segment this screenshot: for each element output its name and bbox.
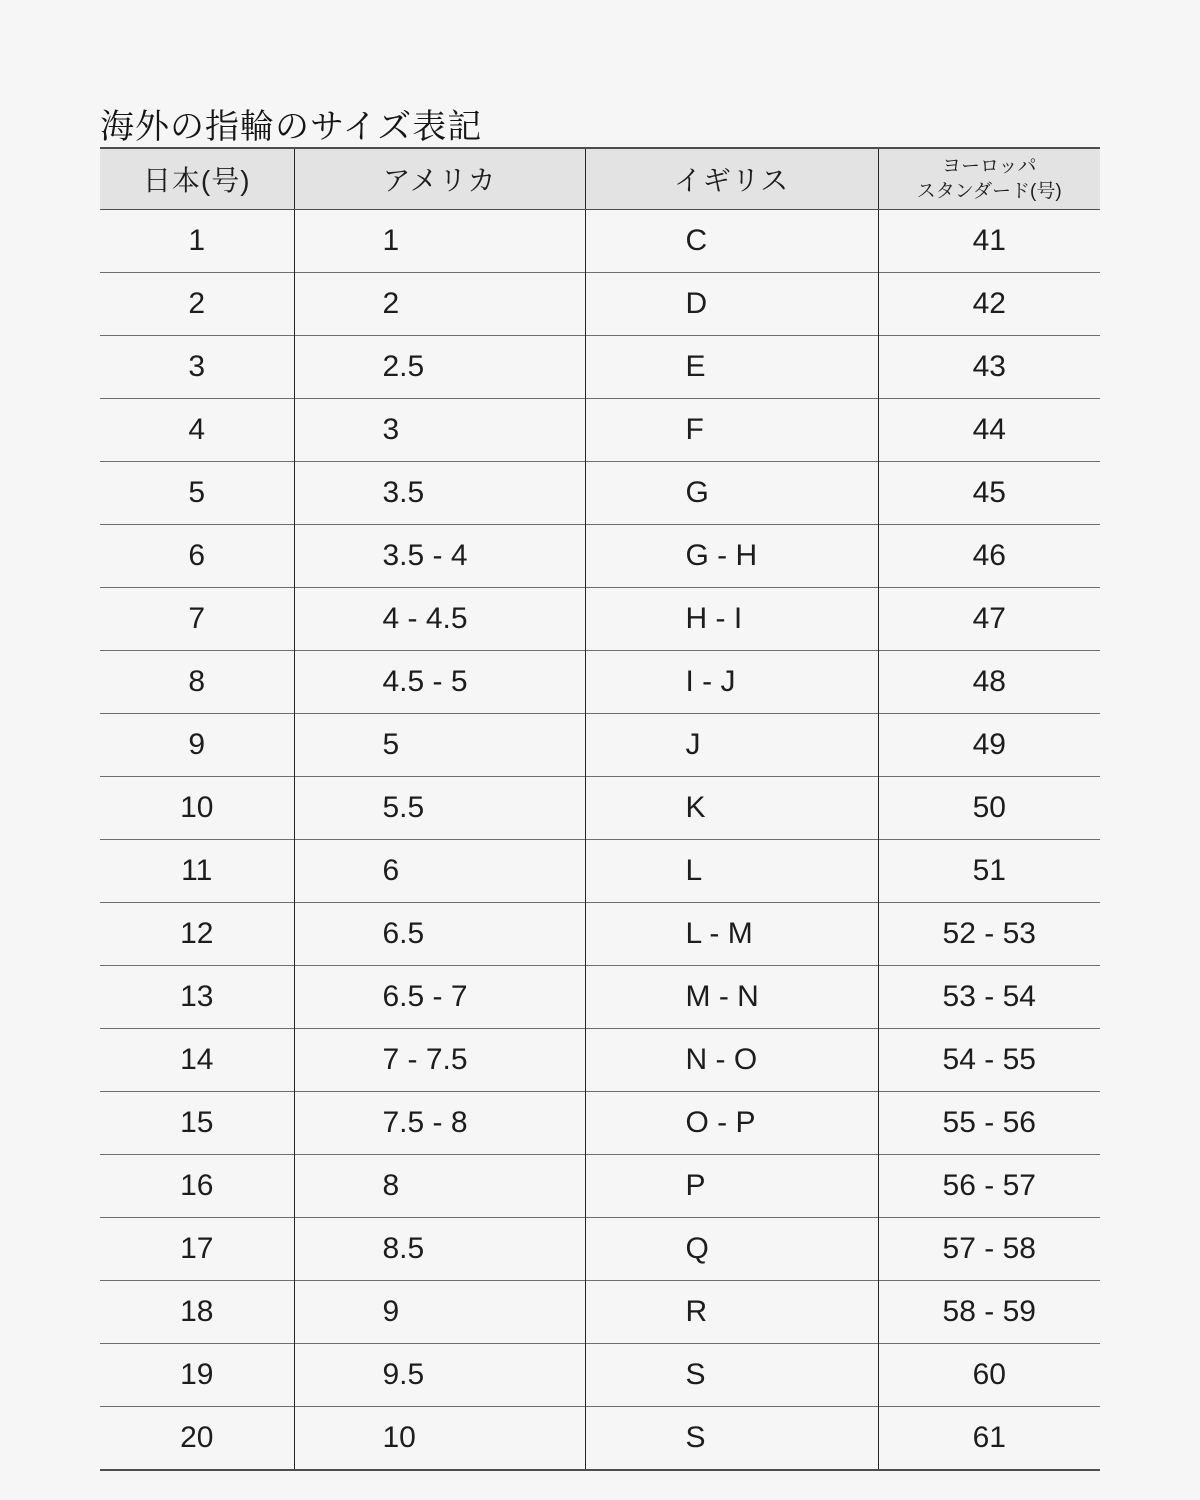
cell-uk: E xyxy=(585,336,878,399)
cell-uk: L - M xyxy=(585,903,878,966)
table-row xyxy=(100,462,1100,525)
cell-uk: G xyxy=(585,462,878,525)
cell-america: 6.5 xyxy=(294,903,585,966)
cell-america: 4 - 4.5 xyxy=(294,588,585,651)
cell-japan: 11 xyxy=(100,840,294,903)
cell-japan: 1 xyxy=(100,210,294,273)
cell-europe: 57 - 58 xyxy=(878,1218,1100,1281)
cell-uk: O - P xyxy=(585,1092,878,1155)
header-europe-line1: ヨーロッパ xyxy=(941,156,1037,177)
table-row xyxy=(100,966,1100,1029)
cell-uk: S xyxy=(585,1407,878,1471)
cell-europe: 42 xyxy=(878,273,1100,336)
cell-japan: 9 xyxy=(100,714,294,777)
cell-america: 2.5 xyxy=(294,336,585,399)
cell-europe: 46 xyxy=(878,525,1100,588)
cell-uk: D xyxy=(585,273,878,336)
cell-japan: 17 xyxy=(100,1218,294,1281)
table-row xyxy=(100,210,1100,273)
cell-america: 5 xyxy=(294,714,585,777)
cell-uk: M - N xyxy=(585,966,878,1029)
cell-europe: 49 xyxy=(878,714,1100,777)
cell-japan: 5 xyxy=(100,462,294,525)
cell-europe: 53 - 54 xyxy=(878,966,1100,1029)
cell-uk: I - J xyxy=(585,651,878,714)
cell-europe: 55 - 56 xyxy=(878,1092,1100,1155)
cell-europe: 47 xyxy=(878,588,1100,651)
cell-uk: F xyxy=(585,399,878,462)
cell-europe: 41 xyxy=(878,210,1100,273)
cell-uk: R xyxy=(585,1281,878,1344)
cell-europe: 58 - 59 xyxy=(878,1281,1100,1344)
cell-uk: Q xyxy=(585,1218,878,1281)
page-title: 海外の指輪のサイズ表記 xyxy=(100,107,483,146)
cell-europe: 43 xyxy=(878,336,1100,399)
cell-europe: 51 xyxy=(878,840,1100,903)
cell-europe: 45 xyxy=(878,462,1100,525)
cell-america: 3.5 xyxy=(294,462,585,525)
cell-uk: K xyxy=(585,777,878,840)
table-row xyxy=(100,1218,1100,1281)
cell-europe: 54 - 55 xyxy=(878,1029,1100,1092)
cell-japan: 15 xyxy=(100,1092,294,1155)
cell-japan: 7 xyxy=(100,588,294,651)
cell-japan: 4 xyxy=(100,399,294,462)
cell-japan: 19 xyxy=(100,1344,294,1407)
cell-uk: S xyxy=(585,1344,878,1407)
table-row xyxy=(100,1281,1100,1344)
cell-america: 7 - 7.5 xyxy=(294,1029,585,1092)
header-america: アメリカ xyxy=(294,148,585,210)
table-row xyxy=(100,1344,1100,1407)
header-europe-line2: スタンダード(号) xyxy=(916,181,1062,202)
cell-japan: 8 xyxy=(100,651,294,714)
cell-europe: 61 xyxy=(878,1407,1100,1471)
cell-america: 8.5 xyxy=(294,1218,585,1281)
cell-japan: 10 xyxy=(100,777,294,840)
cell-america: 8 xyxy=(294,1155,585,1218)
cell-europe: 48 xyxy=(878,651,1100,714)
cell-japan: 12 xyxy=(100,903,294,966)
cell-america: 3 xyxy=(294,399,585,462)
cell-uk: G - H xyxy=(585,525,878,588)
cell-uk: C xyxy=(585,210,878,273)
cell-europe: 60 xyxy=(878,1344,1100,1407)
header-row xyxy=(100,148,1100,210)
cell-japan: 18 xyxy=(100,1281,294,1344)
table-row xyxy=(100,525,1100,588)
table-row xyxy=(100,588,1100,651)
cell-uk: H - I xyxy=(585,588,878,651)
cell-japan: 20 xyxy=(100,1407,294,1471)
cell-america: 1 xyxy=(294,210,585,273)
table-row xyxy=(100,651,1100,714)
table-row xyxy=(100,714,1100,777)
cell-america: 4.5 - 5 xyxy=(294,651,585,714)
table-row xyxy=(100,903,1100,966)
table-row xyxy=(100,1407,1100,1471)
table-row xyxy=(100,1092,1100,1155)
cell-europe: 56 - 57 xyxy=(878,1155,1100,1218)
table-row xyxy=(100,777,1100,840)
cell-japan: 2 xyxy=(100,273,294,336)
cell-america: 3.5 - 4 xyxy=(294,525,585,588)
cell-uk: N - O xyxy=(585,1029,878,1092)
cell-japan: 16 xyxy=(100,1155,294,1218)
header-uk: イギリス xyxy=(585,148,878,210)
table-row xyxy=(100,1155,1100,1218)
cell-europe: 44 xyxy=(878,399,1100,462)
header-japan: 日本(号) xyxy=(100,148,294,210)
table-row xyxy=(100,840,1100,903)
cell-uk: L xyxy=(585,840,878,903)
cell-america: 5.5 xyxy=(294,777,585,840)
cell-america: 6 xyxy=(294,840,585,903)
table-body xyxy=(100,210,1100,1471)
cell-europe: 52 - 53 xyxy=(878,903,1100,966)
cell-japan: 3 xyxy=(100,336,294,399)
cell-america: 10 xyxy=(294,1407,585,1471)
cell-america: 7.5 - 8 xyxy=(294,1092,585,1155)
cell-america: 9 xyxy=(294,1281,585,1344)
cell-uk: J xyxy=(585,714,878,777)
header-europe xyxy=(878,148,1100,210)
table-header xyxy=(100,148,1100,210)
cell-japan: 13 xyxy=(100,966,294,1029)
table-row xyxy=(100,1029,1100,1092)
cell-japan: 6 xyxy=(100,525,294,588)
table-row xyxy=(100,336,1100,399)
cell-japan: 14 xyxy=(100,1029,294,1092)
table-row xyxy=(100,273,1100,336)
cell-america: 2 xyxy=(294,273,585,336)
cell-america: 6.5 - 7 xyxy=(294,966,585,1029)
cell-america: 9.5 xyxy=(294,1344,585,1407)
ring-size-table xyxy=(100,147,1100,1471)
table-row xyxy=(100,399,1100,462)
cell-europe: 50 xyxy=(878,777,1100,840)
cell-uk: P xyxy=(585,1155,878,1218)
